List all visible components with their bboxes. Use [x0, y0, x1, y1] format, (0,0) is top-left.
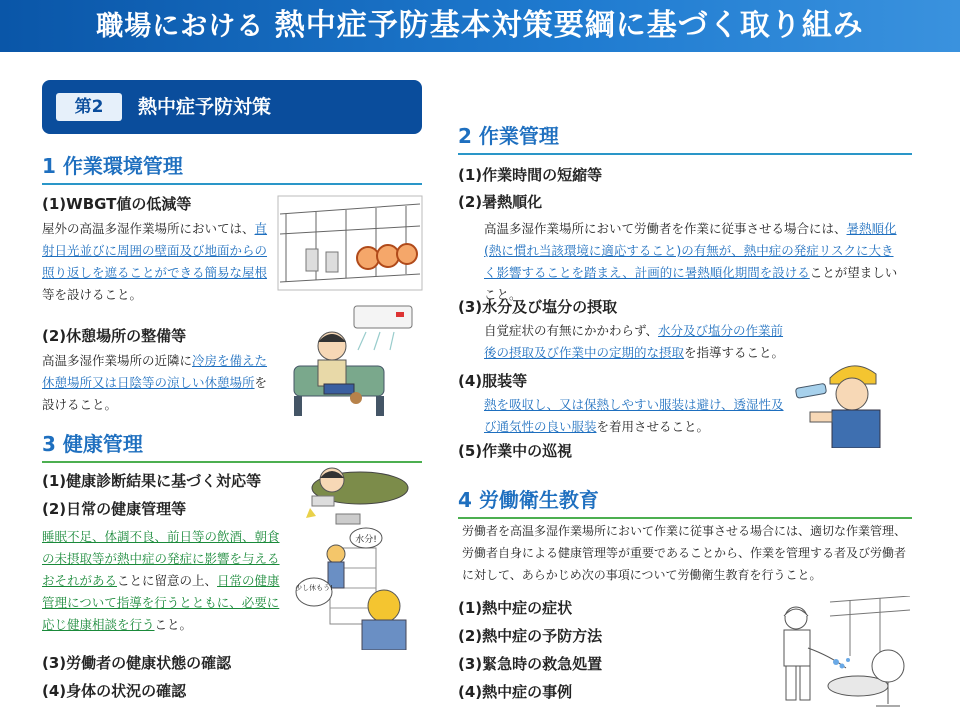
para-safety-education: 労働者を高温多湿作業場所において作業に従事させる場合には、適切な作業管理、労働者自身による健康管理等が重要であることから、作業を管理する者及び労働者に対して、あらかじめ次の事項について労働衛生教育を行うこと。 [462, 524, 907, 582]
page-title [0, 0, 960, 52]
text-plain: 自覚症状の有無にかかわらず、 [484, 323, 659, 338]
text-emphasis: 水分及び塩分の作業前後の摂取及び作業中の定期的な摂取 [484, 323, 784, 360]
title-part2: 熱中症予防基本対策要綱に基づく取り組み [274, 8, 864, 43]
resting-worker-illustration [284, 302, 422, 422]
text-emphasis: 暑熱順化(熱に慣れ当該環境に適応すること)の有無が、熱中症の発症リスクに大きく影響することを踏まえ、計画的に暑熱順化期間を設ける [484, 221, 897, 280]
text-plain: ことが望ましいこと。 [484, 265, 898, 302]
section-number: 第2 [56, 93, 122, 121]
heading-work-management: 2 作業管理 [458, 120, 912, 155]
sub-work-hours: (1)作業時間の短縮等 [458, 166, 603, 184]
text-plain: を着用させること。 [596, 419, 710, 434]
list-item: (1)熱中症の症状 [458, 599, 573, 617]
sub-worker-condition: (3)労働者の健康状態の確認 [42, 654, 232, 672]
sub-body-condition: (4)身体の状況の確認 [42, 682, 187, 700]
section-header [42, 80, 422, 134]
heading-health-management: 3 健康管理 [42, 428, 422, 463]
text-emphasis: 直射日光並びに周囲の壁面及び地面からの照り返しを遮ることができる簡易な屋根 [42, 221, 268, 280]
heading-safety-education: 4 労働衛生教育 [458, 484, 912, 519]
sub-patrol: (5)作業中の巡視 [458, 442, 573, 460]
para-heat-acclimatization [484, 218, 904, 306]
sub-rest-area: (2)休憩場所の整備等 [42, 327, 187, 345]
list-item: (4)熱中症の事例 [458, 683, 573, 701]
text-plain: 等を設けること。 [42, 287, 143, 302]
para-rest-area [42, 350, 270, 416]
section-label: 熱中症予防対策 [138, 96, 272, 118]
list-item: (2)熱中症の予防方法 [458, 627, 603, 645]
shade-structure-illustration [276, 194, 424, 292]
text-emphasis: 睡眠不足、体調不良、前日等の飲酒、朝食の未摂取等が熱中症の発症に影響を与えるおそれがある [42, 529, 280, 588]
sub-clothing: (4)服装等 [458, 372, 528, 390]
list-item: (3)緊急時の救急処置 [458, 655, 603, 673]
text-plain: ことに留意の上、 [117, 573, 218, 588]
sub-wbgt: (1)WBGT値の低減等 [42, 195, 192, 213]
first-aid-illustration [760, 596, 912, 712]
text-plain: 屋外の高温多湿作業場所においては、 [42, 221, 255, 236]
sub-health-check: (1)健康診断結果に基づく対応等 [42, 472, 262, 490]
text-plain: 高温多湿作業場所の近隣に [42, 353, 193, 368]
title-part1: 職場における [96, 11, 275, 42]
para-wbgt [42, 218, 270, 306]
sub-daily-health: (2)日常の健康管理等 [42, 500, 187, 518]
sub-heat-acclimatization: (2)暑熱順化 [458, 193, 543, 211]
text-plain: こと。 [154, 617, 193, 632]
text-emphasis: 熱を吸収し、又は保熱しやすい服装は避け、透湿性及び通気性の良い服装 [484, 397, 784, 434]
text-plain: 高温多湿作業場所において労働者を作業に従事させる場合には、 [484, 221, 847, 236]
para-daily-health [42, 526, 284, 636]
heading-work-environment: 1 作業環境管理 [42, 150, 422, 185]
text-plain: を指導すること。 [684, 345, 785, 360]
health-worker-illustration [290, 458, 424, 650]
speech-bubble-rest: 少し休もう! [295, 584, 333, 592]
para-clothing [484, 394, 784, 438]
sub-water-salt: (3)水分及び塩分の摂取 [458, 298, 618, 316]
text-emphasis: 日常の健康管理について指導を行うとともに、必要に応じ健康相談を行う [42, 573, 280, 632]
text-plain: を設けること。 [42, 375, 268, 412]
para-water-salt [484, 320, 794, 364]
text-emphasis: 冷房を備えた休憩場所又は日陰等の涼しい休憩場所 [42, 353, 268, 390]
drinking-worker-illustration [790, 356, 912, 448]
fan-icon [872, 650, 904, 682]
speech-bubble-water: 水分! [355, 535, 377, 545]
